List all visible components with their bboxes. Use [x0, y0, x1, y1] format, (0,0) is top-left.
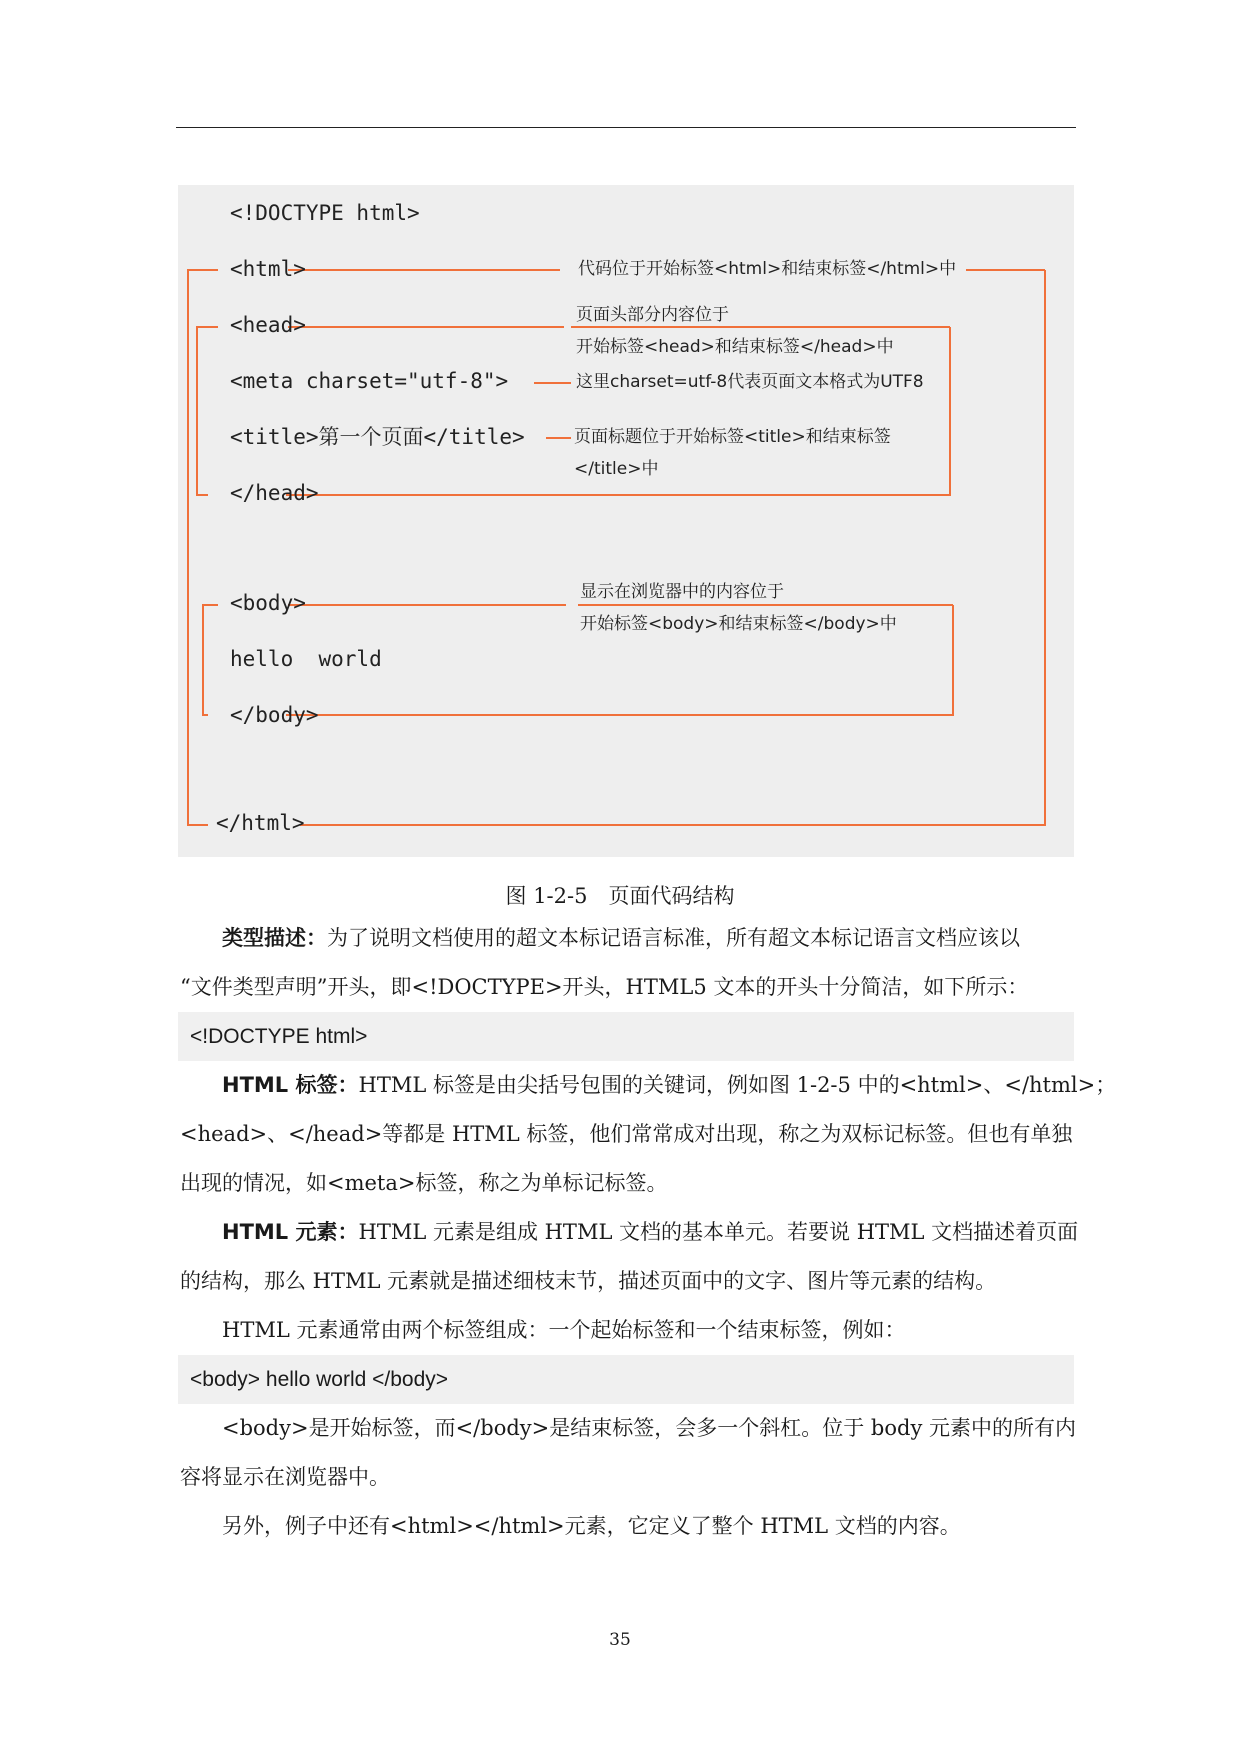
paragraph-element-tags [180, 1306, 1072, 1355]
annotation-head-1: 页面头部分内容位于 [576, 305, 729, 325]
text-line: “文件类型声明”开头，即<!DOCTYPE>开头，HTML5 文本的开头十分简洁，如下所示： [180, 975, 1029, 999]
code-head-close: </head> [230, 481, 319, 505]
text-line: HTML 标签是由尖括号包围的关键词，例如图 1-2-5 中的<html>、</html>； [358, 1073, 1117, 1097]
label-doctype: 类型描述： [222, 926, 327, 950]
text-line: 为了说明文档使用的超文本标记语言标准，所有超文本标记语言文档应该以 [327, 926, 1020, 950]
text-line: HTML 元素通常由两个标签组成：一个起始标签和一个结束标签，例如： [222, 1318, 906, 1342]
annotation-html: 代码位于开始标签<html>和结束标签</html>中 [578, 259, 957, 279]
header-rule [176, 127, 1076, 128]
annotation-title-1: 页面标题位于开始标签<title>和结束标签 [574, 427, 891, 447]
code-hello-world: hello world [230, 647, 382, 671]
text-line: <head>、</head>等都是 HTML 标签，他们常常成对出现，称之为双标记标签。但也有单独 [180, 1122, 1073, 1146]
text-line: <body>是开始标签，而</body>是结束标签，会多一个斜杠。位于 body 元素中的所有内 [222, 1416, 1076, 1440]
paragraph-doctype [180, 914, 1072, 1012]
text-line: HTML 元素是组成 HTML 文档的基本单元。若要说 HTML 文档描述着页面 [358, 1220, 1079, 1244]
code-example-body: <body> hello world </body> [178, 1355, 1074, 1404]
text-line: 出现的情况，如<meta>标签，称之为单标记标签。 [180, 1171, 668, 1195]
figure-caption: 图 1-2-5 页面代码结构 [505, 884, 735, 908]
code-structure-figure [178, 185, 1074, 857]
code-doctype: <!DOCTYPE html> [230, 201, 420, 225]
paragraph-body-tags [180, 1404, 1076, 1502]
bracket-lines [178, 185, 1074, 857]
annotation-body-1: 显示在浏览器中的内容位于 [580, 582, 784, 602]
text-line: 的结构，那么 HTML 元素就是描述细枝末节，描述页面中的文字、图片等元素的结构。 [180, 1269, 997, 1293]
paragraph-html-element [180, 1502, 1072, 1551]
label-html-tags: HTML 标签： [222, 1073, 359, 1097]
paragraph-html-elements [180, 1208, 1079, 1306]
code-body-open: <body> [230, 591, 306, 615]
annotation-head-2: 开始标签<head>和结束标签</head>中 [576, 337, 894, 357]
page-number: 35 [609, 1630, 631, 1650]
text-line: 另外，例子中还有<html></html>元素，它定义了整个 HTML 文档的内容。 [222, 1514, 961, 1538]
code-html-open: <html> [230, 257, 306, 281]
code-title: <title>第一个页面</title> [230, 425, 525, 449]
code-head-open: <head> [230, 313, 306, 337]
code-meta: <meta charset="utf-8"> [230, 369, 509, 393]
code-html-close: </html> [216, 811, 305, 835]
annotation-body-2: 开始标签<body>和结束标签</body>中 [580, 614, 897, 634]
code-example-doctype: <!DOCTYPE html> [178, 1012, 1074, 1061]
annotation-title-2: </title>中 [574, 459, 659, 479]
text-line: 容将显示在浏览器中。 [180, 1465, 390, 1489]
annotation-meta: 这里charset=utf-8代表页面文本格式为UTF8 [576, 372, 924, 392]
label-html-elements: HTML 元素： [222, 1220, 359, 1244]
code-body-close: </body> [230, 703, 319, 727]
paragraph-html-tags [180, 1061, 1117, 1208]
